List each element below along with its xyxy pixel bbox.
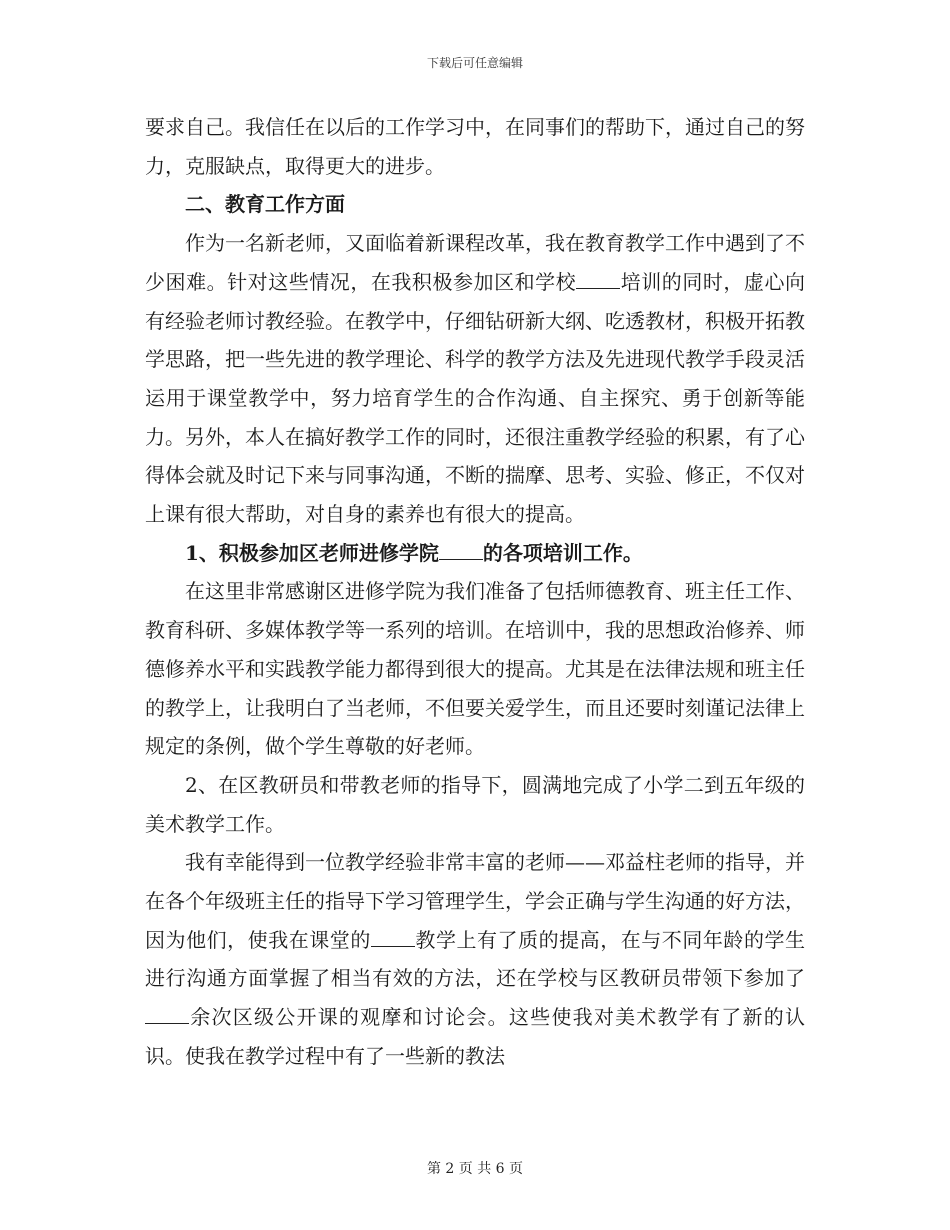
- subheading-1-part-b: 的各项培训工作。: [482, 540, 643, 565]
- paragraph-2-part-a: 作为一名新老师，又面临着新课程改革，我在教育教学工作中遇到了不少困难。针对这些情况，在我积极参加区和学校: [145, 231, 805, 294]
- paragraph-5: [145, 843, 805, 1075]
- page-footer: 第 2 页 共 6 页: [426, 1161, 524, 1177]
- fill-in-blank: [145, 1005, 189, 1024]
- section-heading-2: 二、教育工作方面: [185, 192, 345, 217]
- fill-in-blank: [439, 541, 483, 560]
- fill-in-blank: [576, 270, 620, 289]
- paragraph-3: 在这里非常感谢区进修学院为我们准备了包括师德教育、班主任工作、教育科研、多媒体教学等一系列的培训。在培训中，我的思想政治修养、师德修养水平和实践教学能力都得到很大的提高。尤其是在法律法规和班主任的教学上，让我明白了当老师，不但要关爱学生，而且还要时刻谨记法律上规定的条例，做个学生尊敬的好老师。: [145, 579, 805, 759]
- paragraph-4: 2、在区教研员和带教老师的指导下，圆满地完成了小学二到五年级的美术教学工作。: [145, 772, 805, 836]
- subheading-1: [145, 534, 805, 573]
- paragraph-1: 要求自己。我信任在以后的工作学习中，在同事们的帮助下，通过自己的努力，克服缺点，取得更大的进步。: [145, 115, 805, 178]
- paragraph-2: [145, 224, 805, 534]
- paragraph-5-part-c: 余次区级公开课的观摩和讨论会。这些使我对美术教学有了新的认识。使我在教学过程中有了一些新的教法: [145, 1005, 805, 1068]
- paragraph-2-part-b: 培训的同时，虚心向有经验老师讨教经验。在教学中，仔细钻研新大纲、吃透教材，积极开拓教学思路，把一些先进的教学理论、科学的教学方法及先进现代教学手段灵活运用于课堂教学中，努力培育学生的合作沟通、自主探究、勇于创新等能力。另外，本人在搞好教学工作的同时，还很注重教学经验的积累，有了心得体会就及时记下来与同事沟通，不断的揣摩、思考、实验、修正，不仅对上课有很大帮助，对自身的素养也有很大的提高。: [145, 269, 806, 527]
- fill-in-blank: [371, 928, 415, 947]
- page-header: 下载后可任意编辑: [426, 56, 523, 70]
- paragraph-5-part-b: 教学上有了质的提高，在与不同年龄的学生进行沟通方面掌握了相当有效的方法，还在学校与区教研员带领下参加了: [145, 927, 806, 991]
- subheading-1-part-a: 1、积极参加区老师进修学院: [185, 540, 439, 565]
- paragraph-5-part-a: 我有幸能得到一位教学经验非常丰富的老师——邓益柱老师的指导，并在各个年级班主任的指导下学习管理学生，学会正确与学生沟通的好方法，因为他们，使我在课堂的: [145, 850, 805, 952]
- document-body: [145, 108, 805, 1076]
